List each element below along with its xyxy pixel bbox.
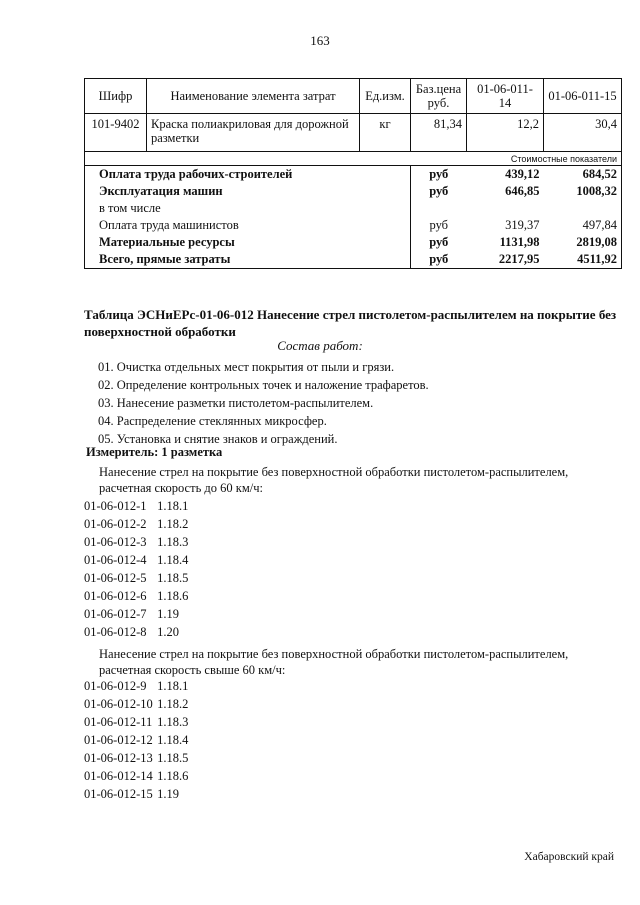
rate-ref: 1.18.1 [157,499,189,513]
rate-ref: 1.18.1 [157,679,189,693]
rate-item [84,677,188,695]
work-item: 01. Очистка отдельных мест покрытия от пыли и грязи. [98,360,395,374]
header-unit: Ед.изм. [360,79,411,114]
rate-ref: 1.18.2 [157,517,189,531]
rate-code: 01-06-012-2 [84,517,147,531]
work-item: 03. Нанесение разметки пистолетом-распылителем. [98,396,374,410]
rate-ref: 1.18.6 [157,589,189,603]
item-base-price: 81,34 [411,114,467,152]
summary-row [85,234,622,251]
group2-rates [84,677,188,803]
summary-value-2: 4511,92 [544,251,622,269]
work-item: 04. Распределение стеклянных микросфер. [98,414,327,428]
rate-item [84,731,188,749]
rate-code: 01-06-012-13 [84,751,153,765]
summary-value-1: 439,12 [505,167,540,181]
rate-ref: 1.18.6 [157,769,189,783]
rate-ref: 1.19 [157,607,179,621]
rate-item [84,623,188,641]
rate-code: 01-06-012-1 [84,499,147,513]
header-name: Наименование элемента затрат [147,79,360,114]
rate-item [84,785,188,803]
summary-value-2: 1008,32 [544,183,622,200]
item-value-1: 12,2 [467,114,544,152]
summary-value-2: 497,84 [544,217,622,234]
rate-item [84,533,188,551]
summary-name: Оплата труда рабочих-строителей [85,166,411,184]
group2-description: Нанесение стрел на покрытие без поверхностной обработки пистолетом-распылителем, расчетная скорость свыше 60 км/ч: [99,647,569,677]
rate-code: 01-06-012-3 [84,535,147,549]
summary-unit: руб [411,251,467,269]
measurer: Измеритель: 1 разметка [86,445,223,459]
item-value-2: 30,4 [544,114,622,152]
item-row [85,114,622,152]
summary-unit: руб [411,183,467,200]
rate-item [84,767,188,785]
page-number: 163 [310,33,330,48]
subtitle-cost-indicators: Стоимостные показатели [85,152,622,166]
item-name: Краска полиакриловая для дорожной разметки [147,114,360,152]
header-base-price: Баз.цена руб. [411,79,467,114]
summary-row [85,251,622,269]
summary-name: Эксплуатация машин [85,183,411,200]
rate-code: 01-06-012-9 [84,679,147,693]
rate-code: 01-06-012-7 [84,607,147,621]
rate-ref: 1.18.3 [157,715,189,729]
rate-ref: 1.18.4 [157,553,189,567]
summary-name: Оплата труда машинистов [85,217,411,234]
summary-unit [411,200,467,217]
summary-value-1 [467,200,544,217]
header-col2: 01-06-011-15 [544,79,622,114]
rate-code: 01-06-012-6 [84,589,147,603]
cost-table [84,78,622,269]
rate-code: 01-06-012-15 [84,787,153,801]
works-list [98,358,429,448]
rate-item [84,551,188,569]
subtitle-row [85,152,622,166]
rate-item [84,497,188,515]
summary-value-1: 1131,98 [499,235,540,249]
summary-unit: руб [411,166,467,184]
group1-rates [84,497,188,641]
rate-code: 01-06-012-4 [84,553,147,567]
rate-item [84,749,188,767]
rate-item [84,605,188,623]
summary-row [85,200,622,217]
summary-value-1: 2217,95 [467,251,544,269]
rate-ref: 1.18.3 [157,535,189,549]
rate-ref: 1.18.5 [157,571,189,585]
rate-code: 01-06-012-5 [84,571,147,585]
work-item: 02. Определение контрольных точек и наложение трафаретов. [98,378,429,392]
rate-item [84,695,188,713]
summary-row [85,183,622,200]
summary-value-2: 2819,08 [544,234,622,251]
rate-code: 01-06-012-12 [84,733,153,747]
summary-name: в том числе [85,200,411,217]
item-unit: кг [360,114,411,152]
rate-code: 01-06-012-10 [84,697,153,711]
summary-value-1: 319,37 [505,218,540,232]
rate-ref: 1.18.2 [157,697,189,711]
header-code: Шифр [85,79,147,114]
rate-item [84,587,188,605]
summary-unit: руб [411,217,467,234]
rate-code: 01-06-012-11 [84,715,153,729]
rate-ref: 1.20 [157,625,179,639]
summary-unit: руб [411,234,467,251]
works-title: Состав работ: [277,338,363,353]
summary-section [85,166,622,269]
rate-item [84,713,188,731]
work-item: 05. Установка и снятие знаков и ограждений. [98,432,338,446]
summary-row [85,217,622,234]
summary-name: Материальные ресурсы [85,234,411,251]
rate-item [84,569,188,587]
summary-value-1: 646,85 [505,184,540,198]
rate-ref: 1.18.5 [157,751,189,765]
footer-region: Хабаровский край [524,851,614,863]
rate-code: 01-06-012-14 [84,769,153,783]
table-header-row [85,79,622,114]
header-col1: 01-06-011-14 [467,79,544,114]
summary-row [85,166,622,184]
summary-name: Всего, прямые затраты [85,251,411,269]
rate-item [84,515,188,533]
rate-code: 01-06-012-8 [84,625,147,639]
rate-ref: 1.18.4 [157,733,189,747]
item-code: 101-9402 [85,114,147,152]
section-title: Таблица ЭСНиЕРс-01-06-012 Нанесение стрел пистолетом-распылителем на покрытие без поверхностной обработки [84,307,617,339]
rate-ref: 1.19 [157,787,179,801]
summary-value-2 [544,200,622,217]
group1-description: Нанесение стрел на покрытие без поверхностной обработки пистолетом-распылителем, расчетная скорость до 60 км/ч: [99,465,569,495]
summary-value-2: 684,52 [544,166,622,184]
